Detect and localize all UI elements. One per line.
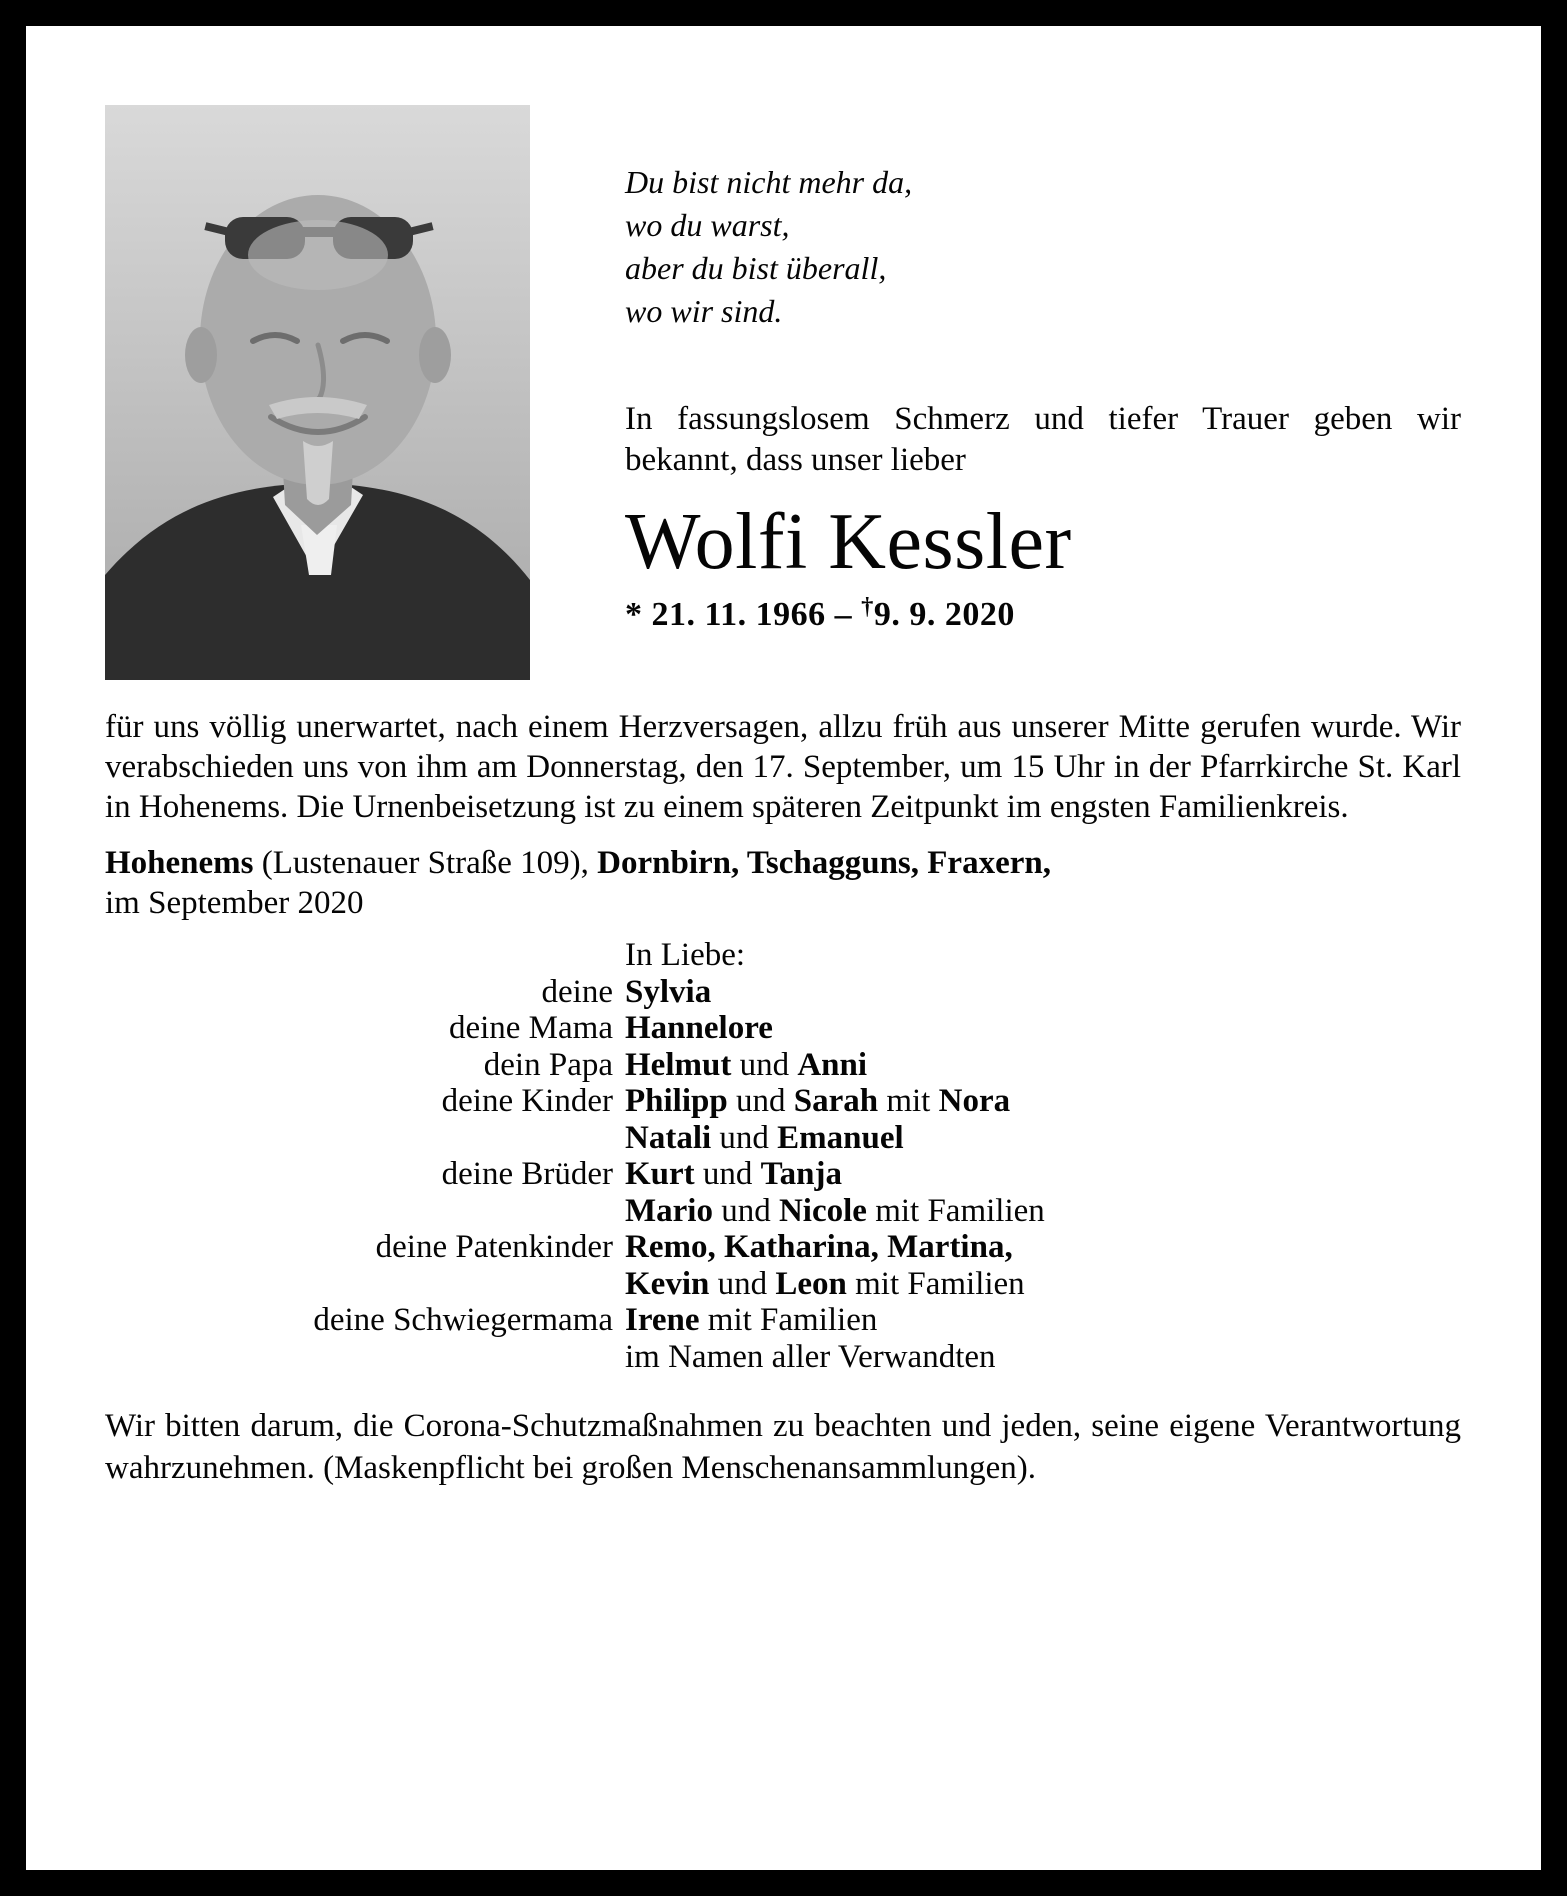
family-list xyxy=(105,937,1461,1375)
text-segment: und xyxy=(712,1192,779,1229)
life-dates xyxy=(625,593,1461,634)
family-role: deine Kinder xyxy=(441,1083,613,1119)
poem-line: aber du bist überall, xyxy=(625,250,887,286)
name-bold-segment: Remo, Katharina, Martina, xyxy=(625,1229,1013,1265)
family-role: deine Brüder xyxy=(441,1156,613,1192)
family-names xyxy=(625,1156,1461,1193)
name-bold-segment: Irene xyxy=(625,1302,700,1338)
date-separator: – xyxy=(834,596,853,634)
text-segment: und xyxy=(709,1265,776,1302)
family-names xyxy=(625,1302,1461,1339)
name-bold-segment: Hohenems xyxy=(105,845,254,881)
family-role xyxy=(105,937,613,974)
family-role xyxy=(105,1120,613,1157)
corona-notice: Wir bitten darum, die Corona-Schutzmaßnahmen zu beachten und jeden, seine eigene Verantwortung wahrzunehmen. (Maskenpflicht bei großen Menschenansammlungen). xyxy=(105,1408,1461,1486)
name-bold-segment: Nora xyxy=(938,1083,1011,1119)
family-names xyxy=(625,974,1461,1011)
name-bold-segment: Anni xyxy=(797,1046,868,1083)
name-bold-segment: Kevin xyxy=(625,1265,710,1302)
family-names xyxy=(625,1339,1461,1376)
right-column xyxy=(625,105,1461,634)
poem-line: wo wir sind. xyxy=(625,293,783,329)
poem-line: Du bist nicht mehr da, xyxy=(625,164,913,200)
text-segment: mit Familien xyxy=(846,1265,1025,1302)
name-bold-segment: Philipp xyxy=(625,1083,728,1119)
text-segment: (Lustenauer Straße 109), xyxy=(253,845,598,881)
family-role xyxy=(105,1266,613,1303)
family-role: dein Papa xyxy=(483,1046,613,1083)
family-names xyxy=(625,1229,1461,1266)
name-bold-segment: Leon xyxy=(775,1265,847,1302)
death-symbol: † xyxy=(861,593,874,621)
name-bold-segment: Sylvia xyxy=(625,973,712,1010)
family-role: deine Patenkinder xyxy=(375,1229,613,1265)
places-line xyxy=(105,843,1461,923)
family-names xyxy=(625,1083,1461,1120)
family-names xyxy=(625,1010,1461,1047)
death-date: 9. 9. 2020 xyxy=(873,596,1015,634)
family-names xyxy=(625,1047,1461,1084)
obituary-content xyxy=(26,26,1541,1870)
text-segment: und xyxy=(694,1156,761,1192)
text-segment: und xyxy=(731,1046,798,1083)
family-names xyxy=(625,1266,1461,1303)
portrait-photo xyxy=(105,105,530,680)
text-segment: und xyxy=(727,1083,794,1119)
family-role xyxy=(105,1193,613,1230)
text-segment: mit Familien xyxy=(699,1302,878,1338)
name-bold-segment: Tanja xyxy=(760,1156,842,1192)
announcement-text: In fassungslosem Schmerz und tiefer Trauer geben wir bekannt, dass unser lieber xyxy=(625,401,1461,478)
birth-symbol: * xyxy=(625,596,643,634)
text-segment: im Namen aller Verwandten xyxy=(625,1338,996,1375)
name-bold-segment: Sarah xyxy=(793,1083,879,1119)
family-role xyxy=(105,1339,613,1376)
poem-line: wo du warst, xyxy=(625,207,790,243)
family-names xyxy=(625,1120,1461,1157)
text-segment: und xyxy=(711,1119,778,1156)
memorial-poem xyxy=(625,161,1461,333)
places-date: im September 2020 xyxy=(105,885,364,921)
name-bold-segment: Natali xyxy=(625,1119,712,1156)
family-role: deine Mama xyxy=(448,1010,613,1046)
family-role: deine Schwiegermama xyxy=(313,1302,613,1338)
name-bold-segment: Dornbirn, Tschagguns, Fraxern, xyxy=(597,845,1051,881)
places-segments xyxy=(105,845,1051,881)
family-names xyxy=(625,1193,1461,1230)
portrait-photo-graphic xyxy=(105,105,530,680)
family-role: deine xyxy=(541,973,613,1010)
main-paragraph: für uns völlig unerwartet, nach einem Herzversagen, allzu früh aus unserer Mitte gerufen wurde. Wir verabschieden uns von ihm am Donnerstag, den 17. September, um 15 Uhr in der Pfarrkirche St. Karl in Hohenems. Die Urnenbeisetzung ist zu einem späteren Zeitpunkt im engsten Familienkreis. xyxy=(105,709,1461,825)
birth-date: 21. 11. 1966 xyxy=(651,596,826,634)
top-section xyxy=(105,105,1461,680)
name-bold-segment: Kurt xyxy=(625,1156,695,1192)
name-bold-segment: Mario xyxy=(625,1192,713,1229)
text-segment: mit Familien xyxy=(866,1192,1045,1229)
deceased-name: Wolfi Kessler xyxy=(625,498,1072,586)
name-bold-segment: Hannelore xyxy=(625,1010,773,1046)
text-segment: mit xyxy=(878,1083,939,1119)
closing-salutation: In Liebe: xyxy=(625,937,746,973)
name-bold-segment: Nicole xyxy=(778,1192,867,1229)
name-bold-segment: Emanuel xyxy=(777,1119,904,1156)
name-bold-segment: Helmut xyxy=(625,1046,732,1083)
